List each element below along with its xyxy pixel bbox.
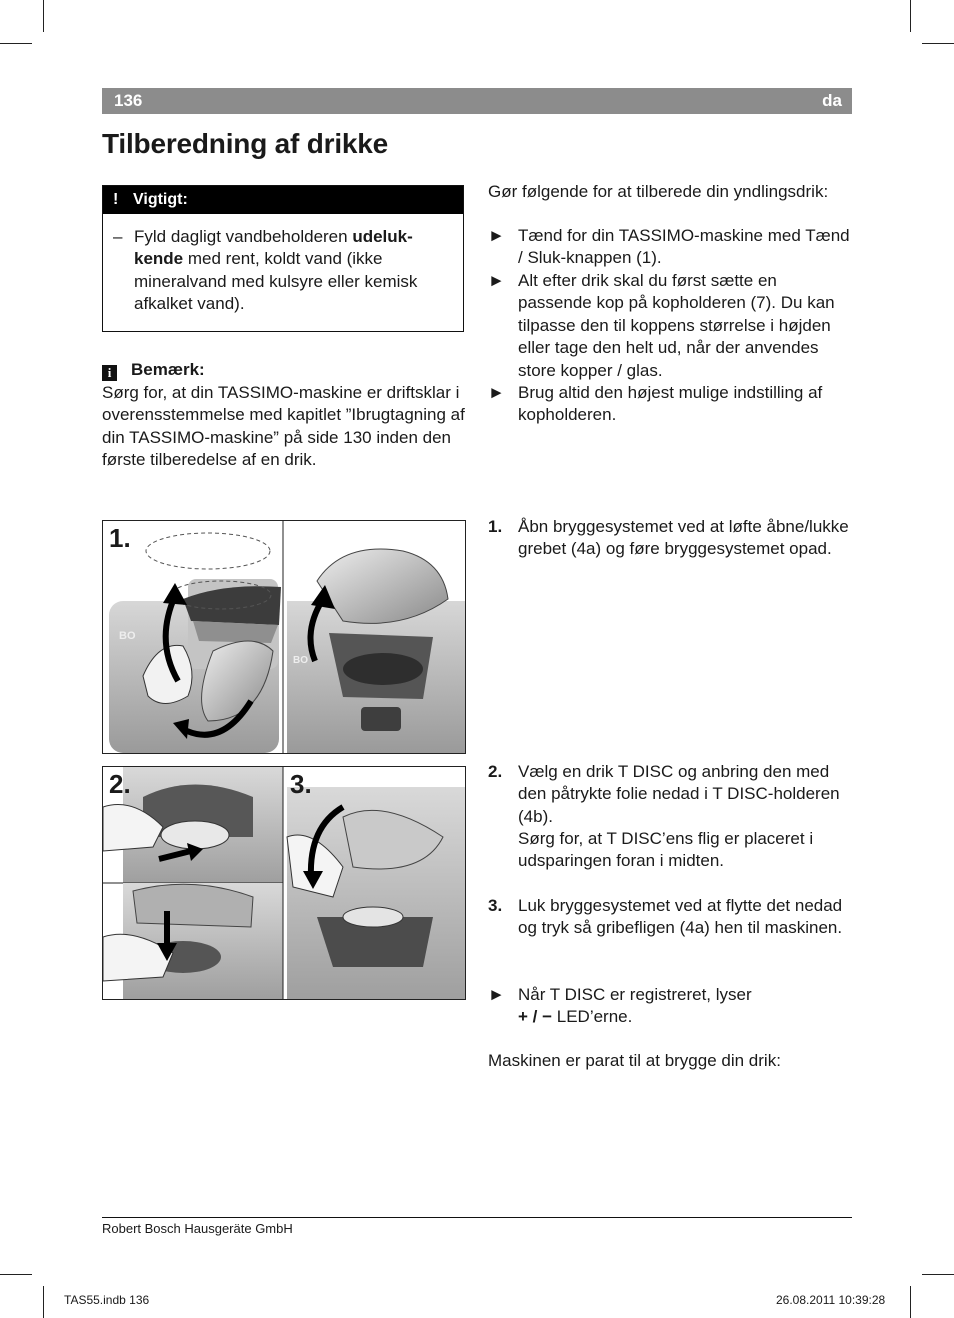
intro-bullet: Brug altid den højest mulige indstilling af kopholderen. bbox=[518, 383, 823, 425]
plus-minus-icon: + / − bbox=[518, 1007, 553, 1027]
step-3 bbox=[488, 895, 852, 965]
print-slug-right: 26.08.2011 10:39:28 bbox=[776, 1293, 886, 1307]
note-label: Bemærk: bbox=[131, 360, 205, 379]
page-number: 136 bbox=[114, 91, 143, 110]
result-suffix: LED’erne. bbox=[552, 1007, 633, 1027]
step-2 bbox=[488, 761, 852, 871]
result-line: Når T DISC er registreret, lyser bbox=[518, 985, 752, 1004]
figure-label: 2. bbox=[109, 769, 131, 799]
warning-box bbox=[102, 185, 464, 332]
language-code: da bbox=[822, 91, 842, 110]
intro-bullet-list bbox=[488, 225, 852, 425]
exclamation-icon: ! bbox=[113, 191, 119, 208]
intro-bullet: Tænd for din TASSIMO-maskine med Tænd / Sluk-knappen (1). bbox=[518, 226, 850, 268]
closing-text: Maskinen er parat til at brygge din drik: bbox=[488, 1051, 781, 1070]
figure-label: 3. bbox=[290, 769, 312, 799]
figure-illustration bbox=[103, 521, 465, 753]
crop-mark bbox=[922, 1274, 954, 1275]
info-icon: i bbox=[102, 365, 117, 381]
crop-mark bbox=[43, 0, 44, 32]
figure-open-brewing-system bbox=[102, 520, 466, 754]
crop-mark bbox=[0, 43, 32, 44]
figure-insert-disc-close bbox=[102, 766, 466, 1000]
brand-mark: BO bbox=[119, 630, 136, 642]
print-slug-left: TAS55.indb 136 bbox=[64, 1293, 150, 1307]
bullet-arrow-icon: ► bbox=[488, 383, 505, 402]
step-number: 2. bbox=[488, 762, 503, 781]
figure-illustration bbox=[103, 767, 465, 999]
note-text: Sørg for, at din TASSIMO-maskine er driftsklar i overensstemmelse med kapitlet ”Ibrugtagning af din TASSIMO-maskine” på side 130 inden den første tilberedelse af en drik. bbox=[102, 383, 465, 470]
bullet-arrow-icon: ► bbox=[488, 226, 505, 245]
intro-bullet: Alt efter drik skal du først sætte en passende kop på kopholderen (7). Du kan tilpasse den til koppens størrelse i højden eller tage den helt ud, når der anvendes store kopper / glas. bbox=[518, 271, 835, 380]
step-1 bbox=[488, 516, 852, 586]
step-number: 1. bbox=[488, 517, 503, 536]
note-heading bbox=[102, 359, 205, 381]
crop-mark bbox=[43, 1286, 44, 1318]
step-number: 3. bbox=[488, 896, 503, 915]
crop-mark bbox=[922, 43, 954, 44]
warning-header bbox=[103, 186, 463, 214]
dash-bullet: – bbox=[113, 227, 123, 246]
result-bullet bbox=[488, 984, 852, 1032]
step-text-note: Sørg for, at T DISC’ens flig er placeret i udsparingen foran i midten. bbox=[518, 829, 814, 871]
crop-mark bbox=[0, 1274, 32, 1275]
footer-divider bbox=[102, 1217, 852, 1218]
footer-company: Robert Bosch Hausgeräte GmbH bbox=[102, 1221, 293, 1236]
brand-mark: BO bbox=[293, 655, 308, 666]
step-text: Åbn bryggesystemet ved at løfte åbne/lukke grebet (4a) og føre bryggesystemet opad. bbox=[518, 517, 849, 559]
crop-mark bbox=[910, 1286, 911, 1318]
bullet-arrow-icon: ► bbox=[488, 985, 505, 1004]
page-header bbox=[102, 88, 852, 114]
step-text: Vælg en drik T DISC og anbring den med den påtrykte folie nedad i T DISC-holderen (4b). bbox=[518, 762, 840, 826]
warning-text: Fyld dagligt vandbeholderen udeluk-kende med rent, koldt vand (ikke mineralvand med kulsyre eller kemisk afkalket vand). bbox=[134, 227, 418, 314]
crop-mark bbox=[910, 0, 911, 32]
bullet-arrow-icon: ► bbox=[488, 271, 505, 290]
step-text: Luk bryggesystemet ved at flytte det nedad og tryk så gribefligen (4a) hen til maskinen. bbox=[518, 896, 843, 938]
page-title: Tilberedning af drikke bbox=[102, 128, 389, 159]
figure-label: 1. bbox=[109, 523, 131, 553]
warning-label: Vigtigt: bbox=[133, 191, 188, 208]
intro-text: Gør følgende for at tilberede din yndlingsdrik: bbox=[488, 182, 829, 201]
